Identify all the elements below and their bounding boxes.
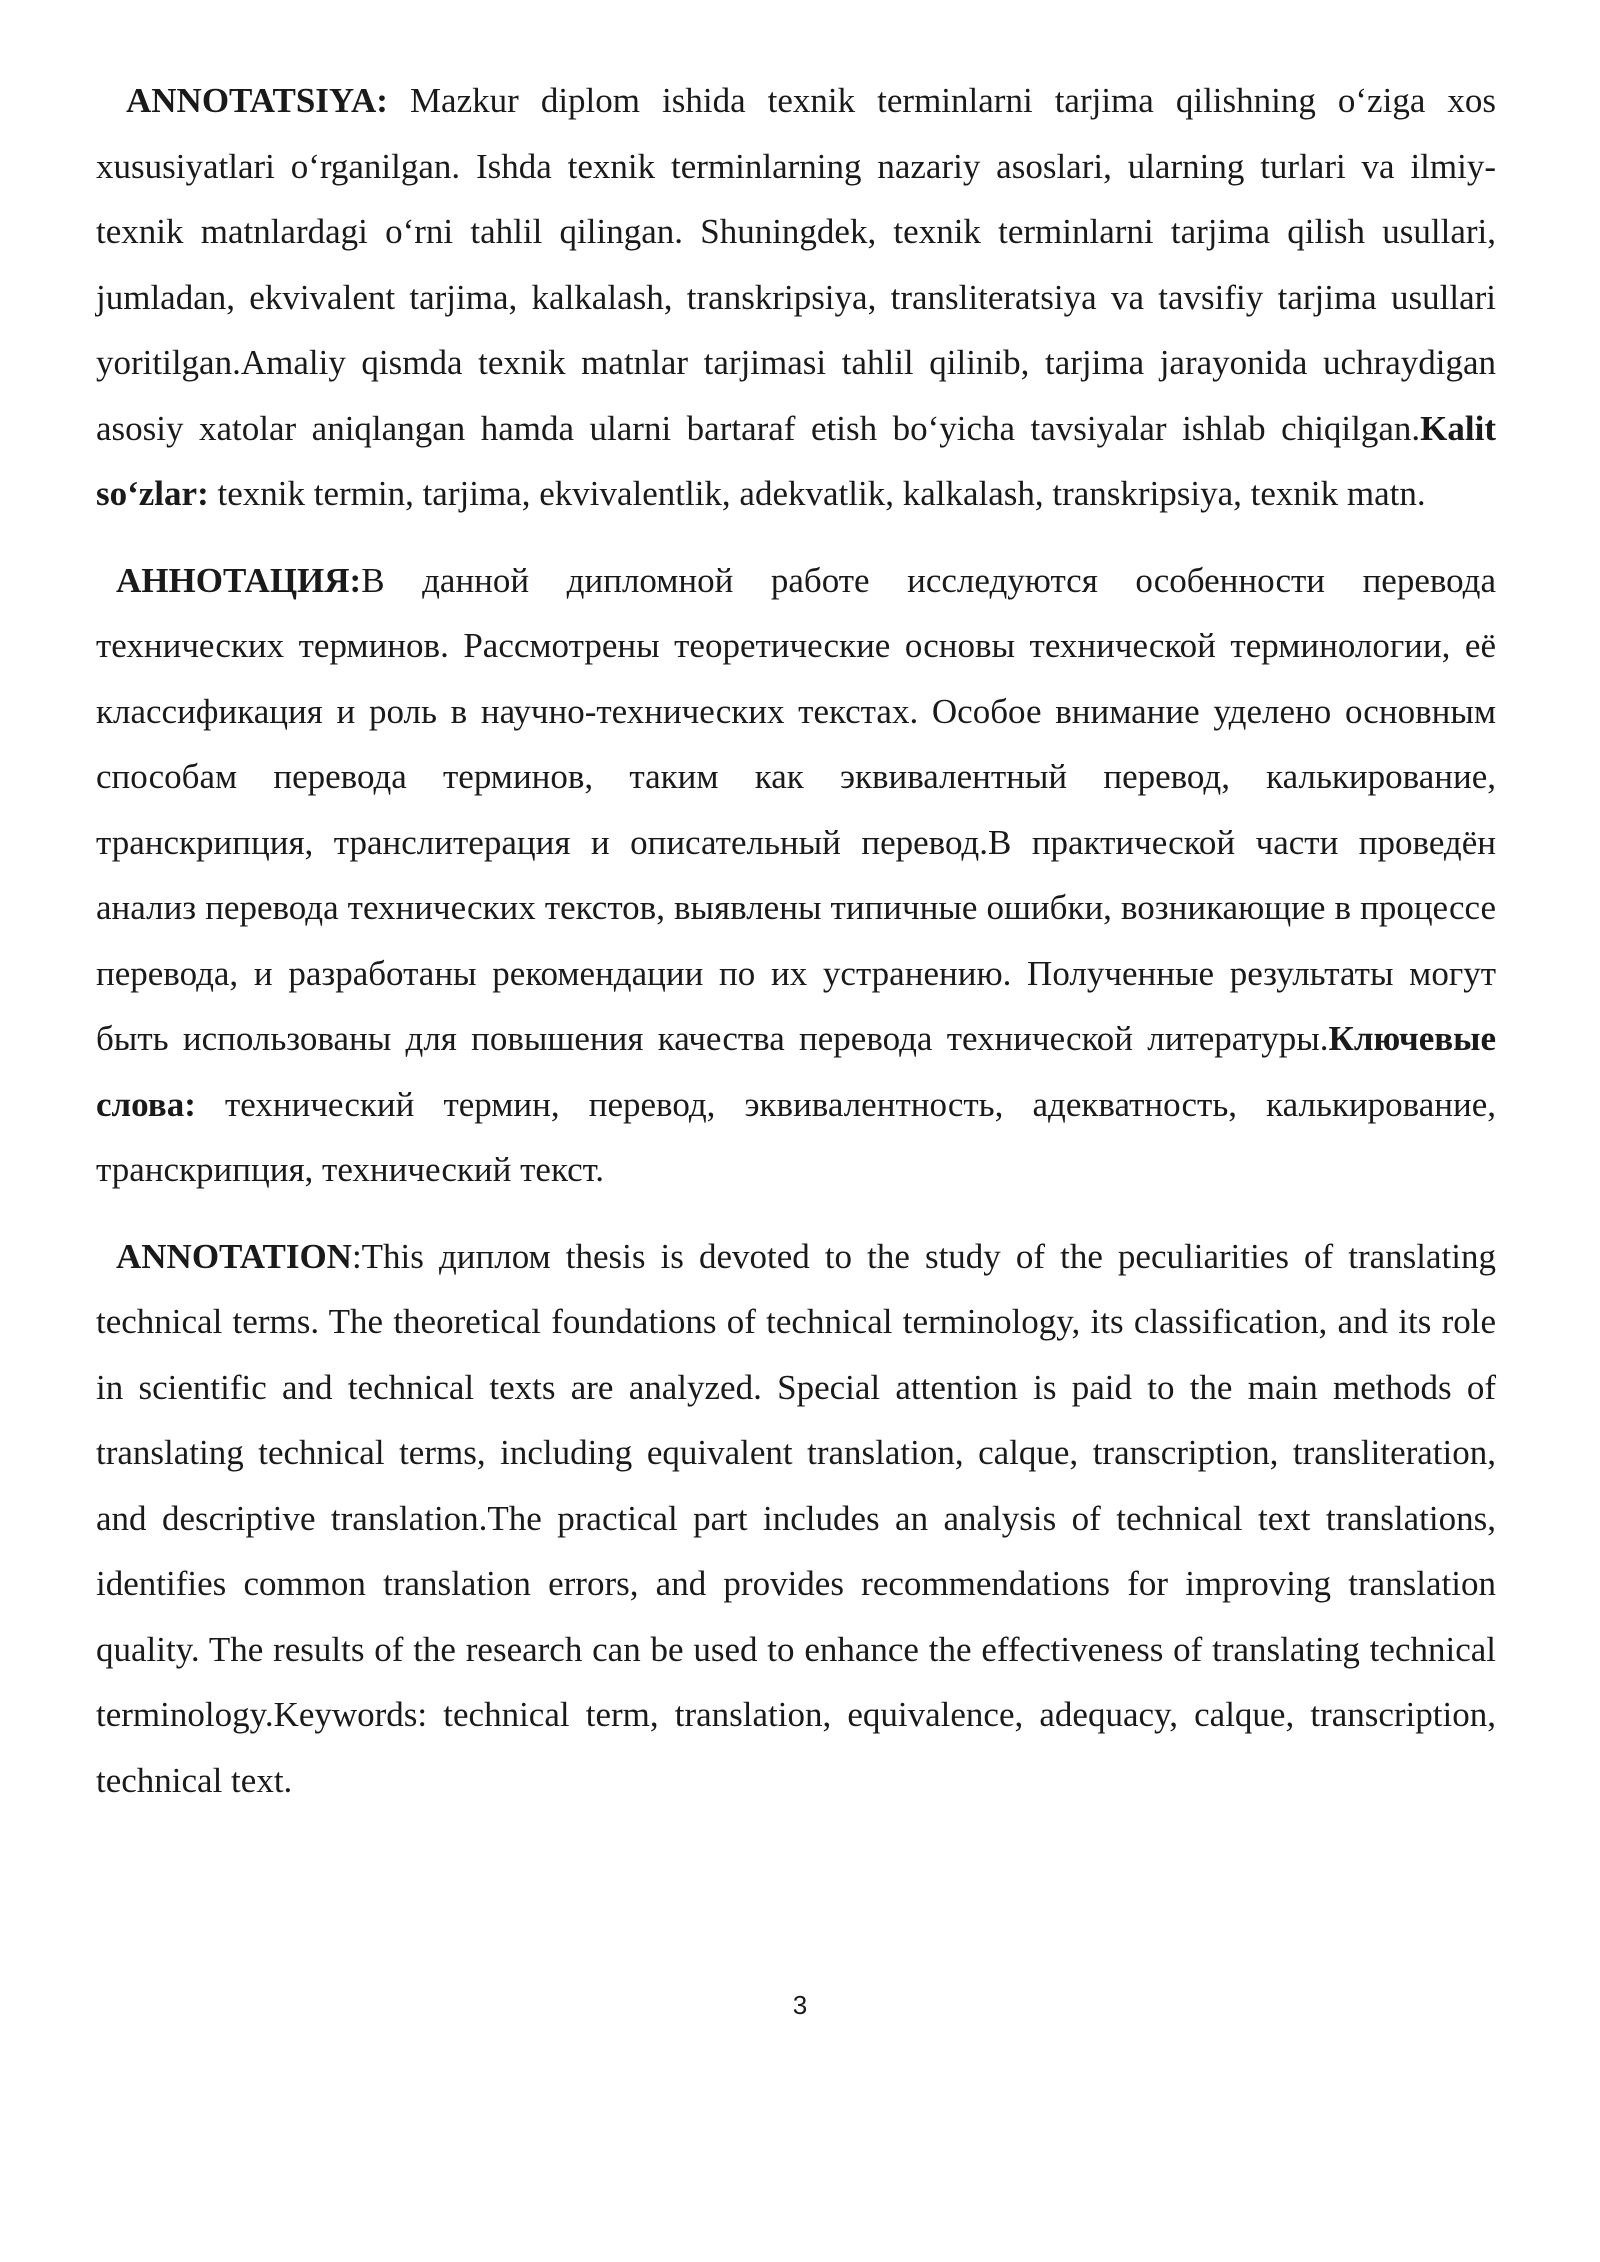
abstract-russian-heading: АННОТАЦИЯ:: [116, 560, 362, 600]
abstract-english-body: :This диплом thesis is devoted to the study of the peculiarities of translating technical terms. The theoretical foundations of technical terminology, its classification, and its role in scientific and technical texts are analyzed. Special attention is paid to the main methods of translating technical terms, including equivalent translation, calque, transcription, transliteration, and descriptive translation.The practical part includes an analysis of technical text translations, identifies common translation errors, and provides recommendations for improving translation quality. The results of the research can be used to enhance the effectiveness of translating technical terminology.Keywords: technical term, translation, equivalence, adequacy, calque, transcription, technical text.: [96, 1236, 1496, 1800]
abstract-content: [96, 68, 1496, 1834]
abstract-english: [96, 1224, 1496, 1814]
abstract-english-heading: ANNOTATION: [116, 1236, 352, 1276]
abstract-russian: [96, 548, 1496, 1203]
abstract-russian-body: В данной дипломной работе исследуются особенности перевода технических терминов. Рассмотрены теоретические основы технической терминологии, её классификация и роль в научно-технических текстах. Особое внимание уделено основным способам перевода терминов, таким как эквивалентный перевод, калькирование, транскрипция, транслитерация и описательный перевод.В практической части проведён анализ перевода технических текстов, выявлены типичные ошибки, возникающие в процессе перевода, и разработаны рекомендации по их устранению. Полученные результаты могут быть использованы для повышения качества перевода технической литературы.: [96, 560, 1496, 1058]
abstract-uzbek-keywords-label: Kalit so‘zlar:: [96, 408, 1496, 513]
abstract-russian-keywords: технический термин, перевод, эквивалентность, адекватность, калькирование, транскрипция, технический текст.: [96, 1084, 1496, 1189]
abstract-russian-keywords-label: Ключевые слова:: [96, 1019, 1496, 1124]
abstract-uzbek-keywords: texnik termin, tarjima, ekvivalentlik, adekvatlik, kalkalash, transkripsiya, texnik matn.: [208, 474, 1426, 513]
abstract-uzbek-heading: ANNOTATSIYA:: [126, 81, 388, 120]
page-number: 3: [792, 1990, 808, 2020]
abstract-uzbek-body: Mazkur diplom ishida texnik terminlarni tarjima qilishning o‘ziga xos xususiyatlari o‘rganilgan. Ishda texnik terminlarning nazariy asoslari, ularning turlari va ilmiy-texnik matnlardagi o‘rni tahlil qilingan. Shuningdek, texnik terminlarni tarjima qilish usullari, jumladan, ekvivalent tarjima, kalkalash, transkripsiya, transliteratsiya va tavsifiy tarjima usullari yoritilgan.Amaliy qismda texnik matnlar tarjimasi tahlil qilinib, tarjima jarayonida uchraydigan asosiy xatolar aniqlangan hamda ularni bartaraf etish bo‘yicha tavsiyalar ishlab chiqilgan.: [96, 81, 1496, 448]
abstract-uzbek: [96, 68, 1496, 527]
